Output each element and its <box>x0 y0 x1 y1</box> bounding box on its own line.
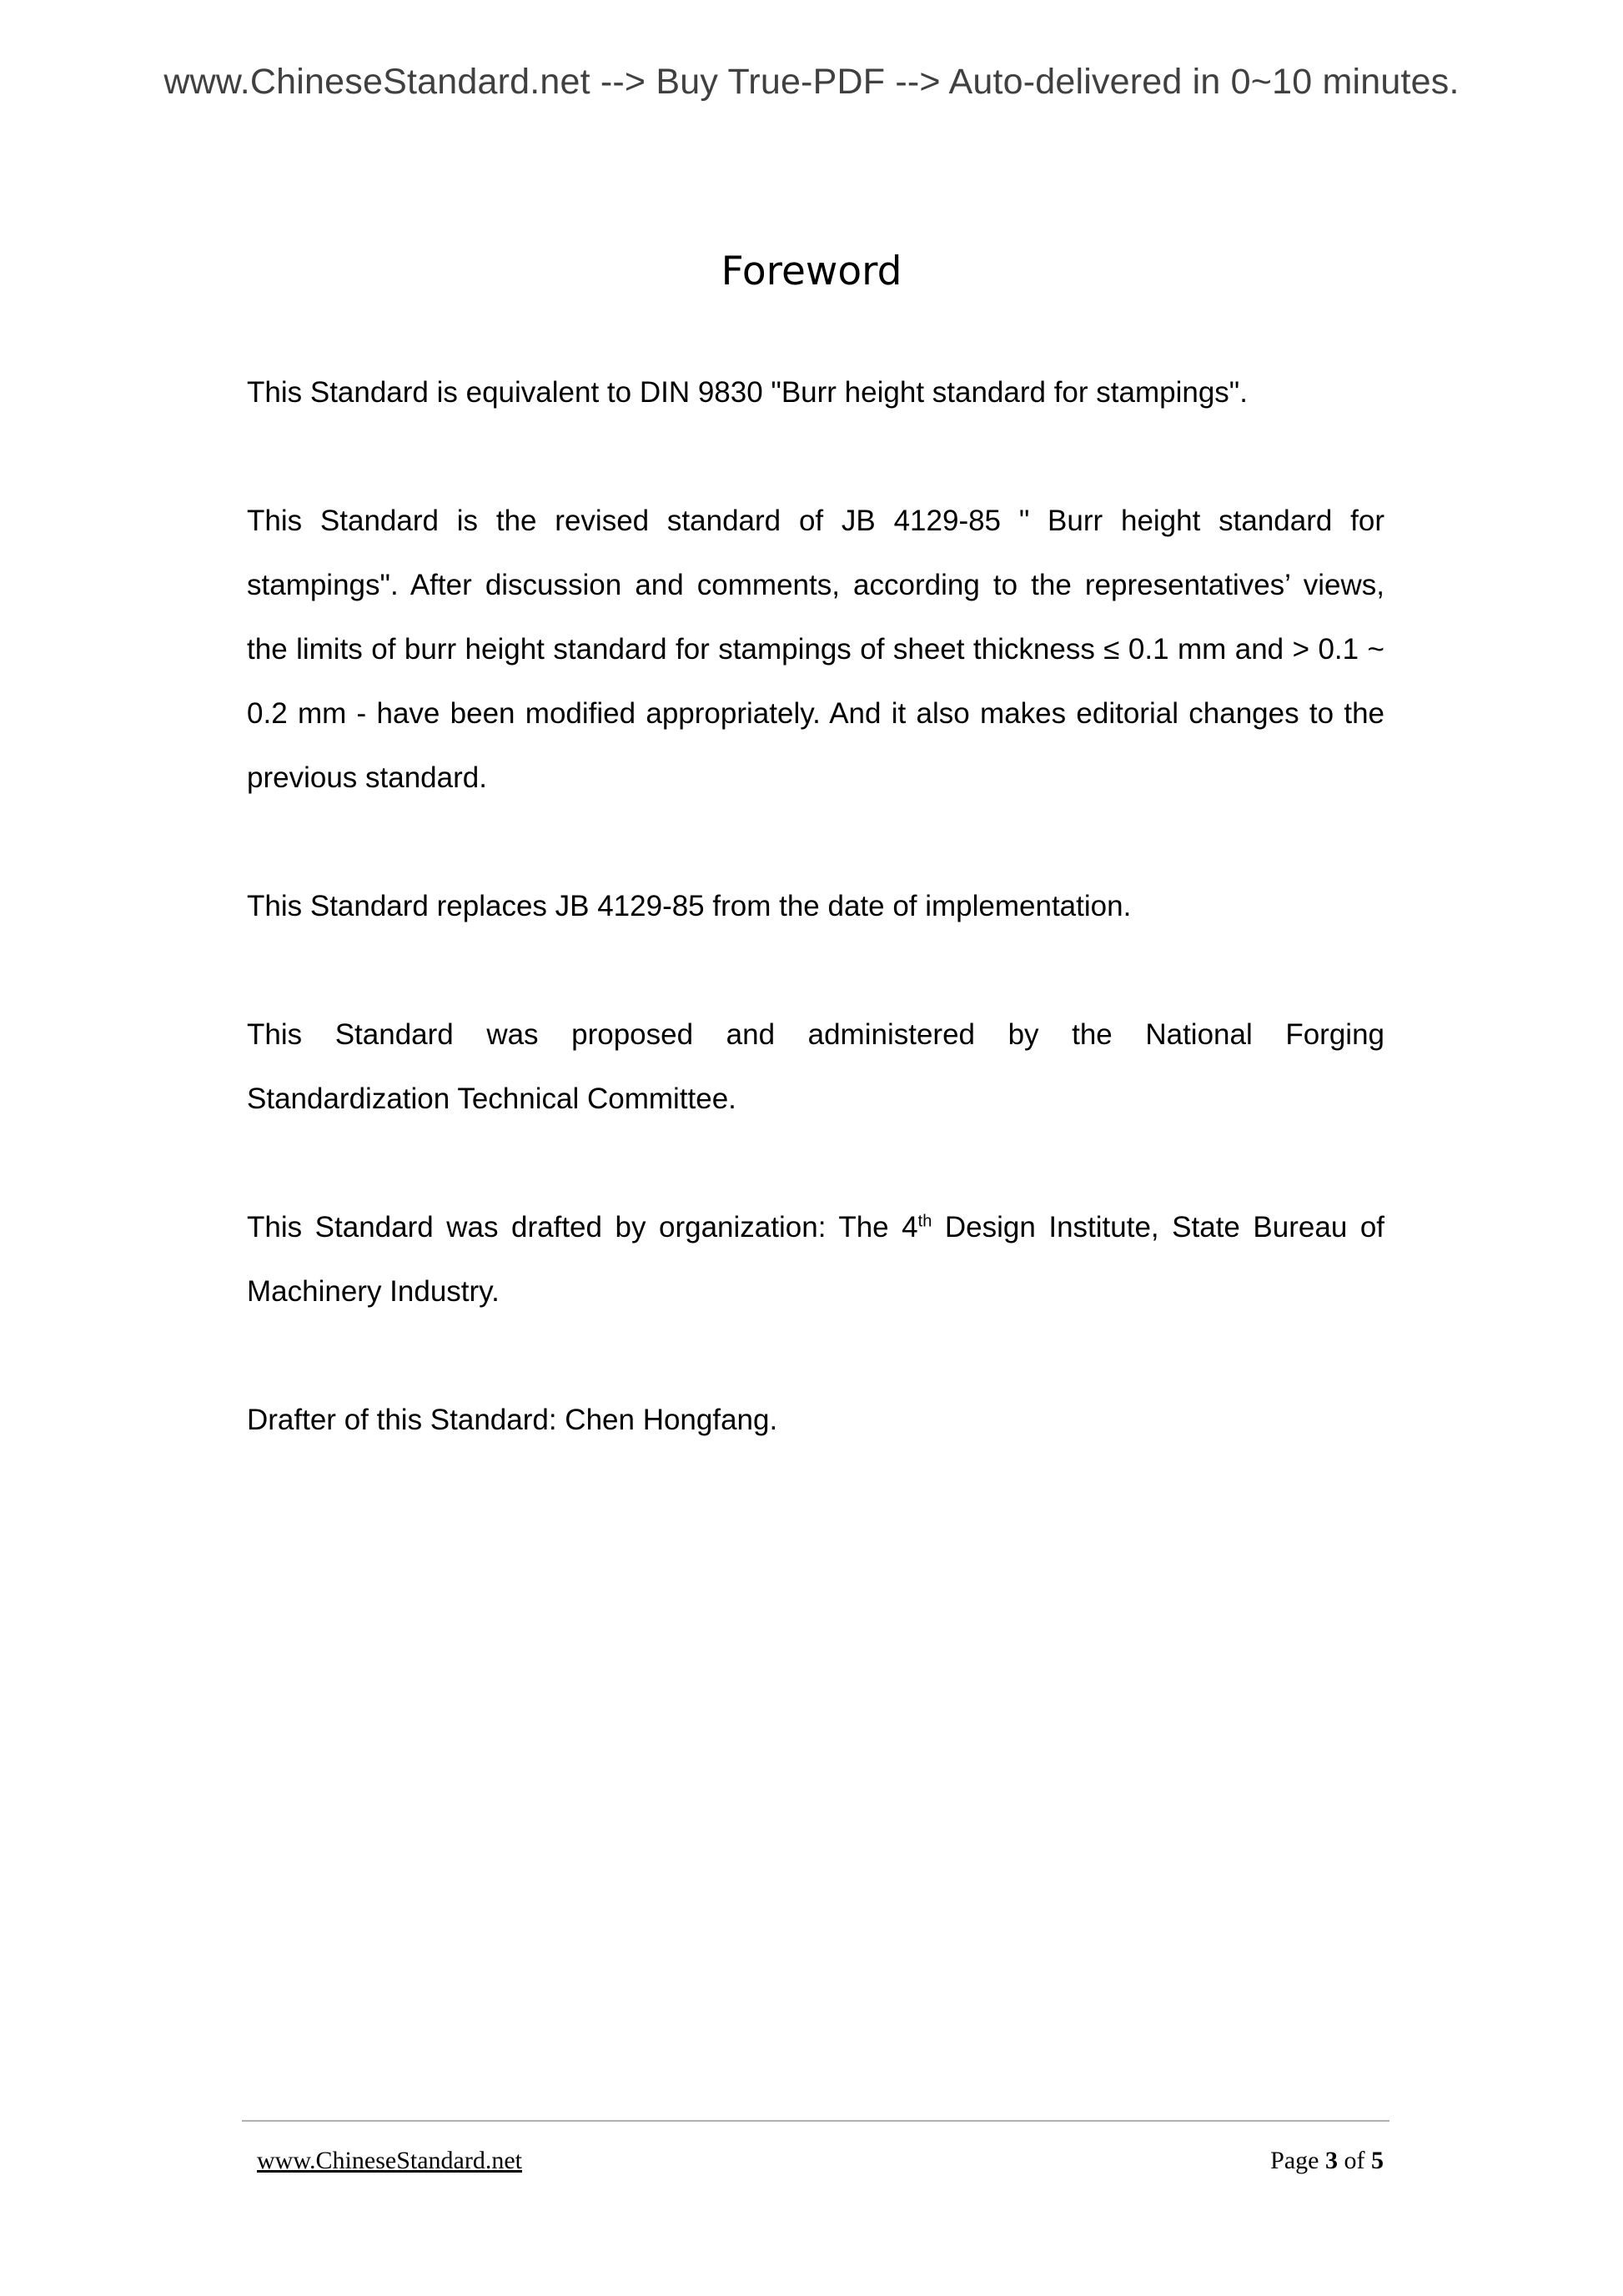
drafted-by-text-start: This Standard was drafted by organization: The 4 <box>247 1211 918 1243</box>
page-word: Page <box>1270 2147 1319 2174</box>
page-number <box>1270 2147 1384 2175</box>
document-body <box>247 360 1384 1516</box>
paragraph-proposed-by-line-2: Standardization Technical Committee. <box>247 1083 736 1115</box>
of-word: of <box>1344 2147 1365 2174</box>
header-banner[interactable]: www.ChineseStandard.net --> Buy True-PDF --> Auto-delivered in 0~10 minutes. <box>163 62 1460 102</box>
ordinal-superscript: th <box>917 1212 932 1231</box>
paragraph-replacement: This Standard replaces JB 4129-85 from the date of implementation. <box>247 890 1132 922</box>
footer-link[interactable]: www.ChineseStandard.net <box>257 2147 522 2174</box>
page-title: Foreword <box>721 249 902 294</box>
paragraph-revision: This Standard is the revised standard of JB 4129-85 " Burr height standard for stampings". After discussion and comments, according to the representatives’ views, the limits of burr height standard for stampings of sheet thickness ≤ 0.1 mm and > 0.1 ~ 0.2 mm - have been modified appropriately. And it also makes editorial changes to the previous standard. <box>247 505 1384 794</box>
paragraph-drafter: Drafter of this Standard: Chen Hongfang. <box>247 1404 778 1436</box>
page-total: 5 <box>1371 2147 1384 2174</box>
drafted-by-text-end: Design Institute, State Bureau of Machinery Industry. <box>247 1211 1385 1308</box>
paragraph-drafted-by <box>247 1195 1384 1324</box>
paragraph-proposed-by <box>247 1002 1384 1131</box>
page-current: 3 <box>1325 2147 1338 2174</box>
paragraph-proposed-by-line-1: This Standard was proposed and administered by the National Forging <box>247 1018 1384 1051</box>
paragraph-equivalence: This Standard is equivalent to DIN 9830 "Burr height standard for stampings". <box>247 376 1248 409</box>
footer-divider <box>242 2120 1389 2122</box>
